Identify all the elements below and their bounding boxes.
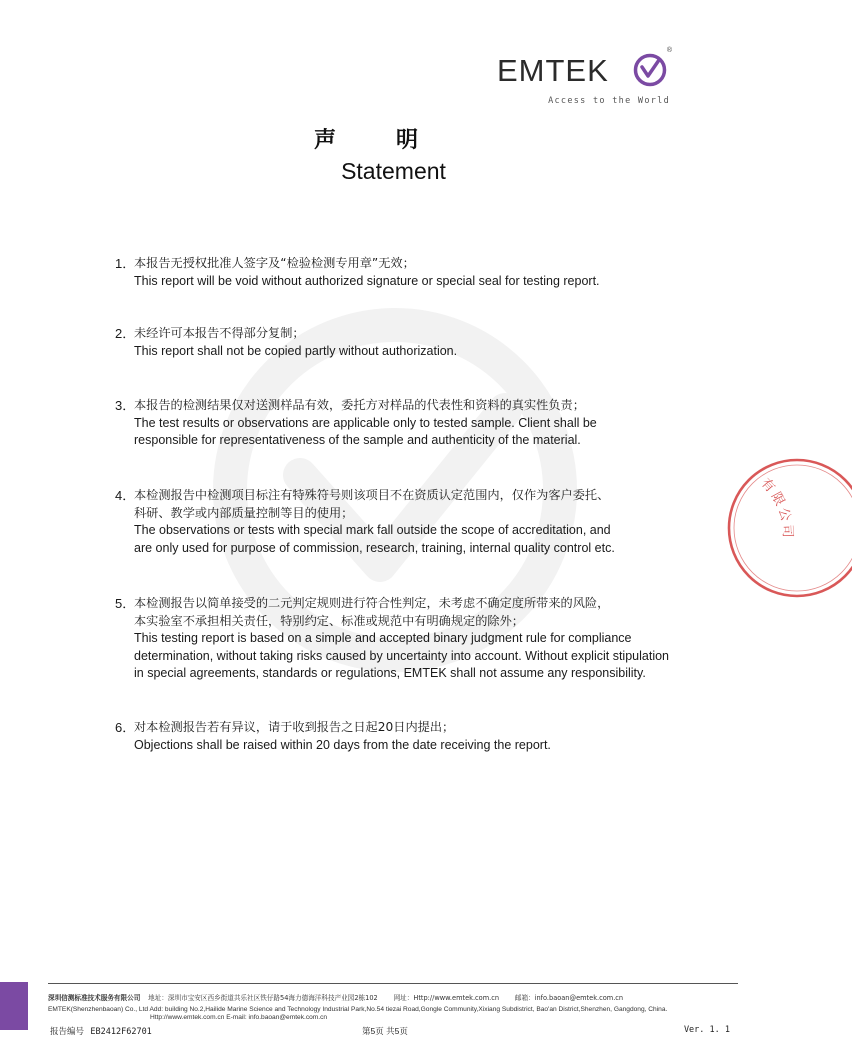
statement-number: 4． [115,488,136,503]
footer-address: 地址：深圳市宝安区西乡街道共乐社区铁仔路54海力德海洋科技产业园2栋102 [148,994,378,1002]
registered-mark: ® [666,47,672,54]
company-logo [497,47,672,110]
statement-cn-line: 未经许可本报告不得部分复制； [134,326,305,340]
footer-website: 网址：Http://www.emtek.com.cn [393,994,500,1002]
statement-cn-line: 科研、教学或内部质量控制等目的使用； [134,505,354,520]
statement-en-line: Objections shall be raised within 20 days from the date receiving the report. [134,737,551,752]
statement-3 [115,397,695,450]
statement-en-line: This report will be void without authorized signature or special seal for testing report. [134,273,600,288]
statement-number: 2． [115,326,136,341]
statement-en-line: The observations or tests with special mark fall outside the scope of accreditation, and [134,523,611,537]
statement-en-line: determination, without taking risks caused by uncertainty into account. Without explicit stipulation [134,648,669,663]
statement-6 [115,719,695,754]
company-seal-stamp [722,458,852,598]
statement-cn-line: 本报告的检测结果仅对送测样品有效，委托方对样品的代表性和资料的真实性负责； [134,398,585,412]
report-number [50,1025,152,1037]
statement-2 [115,325,695,360]
statement-en-line: This testing report is based on a simple and accepted binary judgment rule for compliance [134,631,632,645]
page-indicator: 第5页 共5页 [362,1026,408,1036]
statement-number: 6． [115,720,136,735]
statement-en-line: in special agreements, standards or regulations, EMTEK shall not assume any responsibility. [134,666,646,680]
report-number-label: 报告编号 [50,1027,85,1037]
statement-1 [115,255,695,290]
footer-company-cn: 深圳信测标准技术服务有限公司 [48,994,141,1002]
statement-cn-line: 本实验室不承担相关责任，特别约定、标准或规范中有明确规定的除外； [134,613,524,628]
seal-text: 有限公司 [757,475,795,541]
statement-5 [115,595,695,683]
version-label: Ver. 1. 1 [683,1025,730,1035]
footer-address-cn [48,992,623,1002]
statement-en-line: responsible for representativeness of the sample and authenticity of the material. [134,433,581,447]
footer-accent-bar [0,982,28,1030]
statement-number: 1． [115,256,136,271]
page-title-en: Statement [341,158,446,184]
statement-cn-line: 本检测报告中检测项目标注有特殊符号则该项目不在资质认定范围内，仅作为客户委托、 [134,488,610,502]
statement-en-line: are only used for purpose of commission, research, training, internal quality control etc. [134,540,615,555]
footer-divider [48,983,738,984]
logo-checkmark-icon [632,52,668,88]
statement-4 [115,487,695,557]
svg-text:有限公司 [758,476,795,541]
footer-email: 邮箱：info.baoan@emtek.com.cn [514,994,624,1002]
statement-cn-line: 对本检测报告若有异议，请于收到报告之日起20日内提出； [134,720,455,734]
statement-cn-line: 本检测报告以简单接受的二元判定规则进行符合性判定，未考虑不确定度所带来的风险， [134,596,610,610]
page-title-cn: 声明 [313,128,478,153]
logo-wordmark: EMTEK [497,53,609,88]
logo-tagline: Access to the World [548,96,670,106]
statement-cn-line: 本报告无授权批准人签字及“检验检测专用章”无效； [134,256,415,270]
statement-number: 5． [115,596,136,611]
statement-en-line: This report shall not be copied partly without authorization. [134,343,458,358]
report-number-value: EB2412F62701 [90,1027,152,1037]
statement-number: 3． [115,398,136,413]
statement-en-line: The test results or observations are applicable only to tested sample. Client shall be [134,415,597,430]
footer-address-en: EMTEK(Shenzhenbaoan) Co., Ltd Add: building No.2,Hailide Marine Science and Technology Industrial Park,No.54 tiezai Road,Gongle Community,Xixiang Subdistrict, Bao'an District,Shenzhen, Gangdong, China. [48,1006,668,1013]
footer-contact-en: Http://www.emtek.com.cn E-mail: info.baoan@emtek.com.cn [150,1014,328,1021]
